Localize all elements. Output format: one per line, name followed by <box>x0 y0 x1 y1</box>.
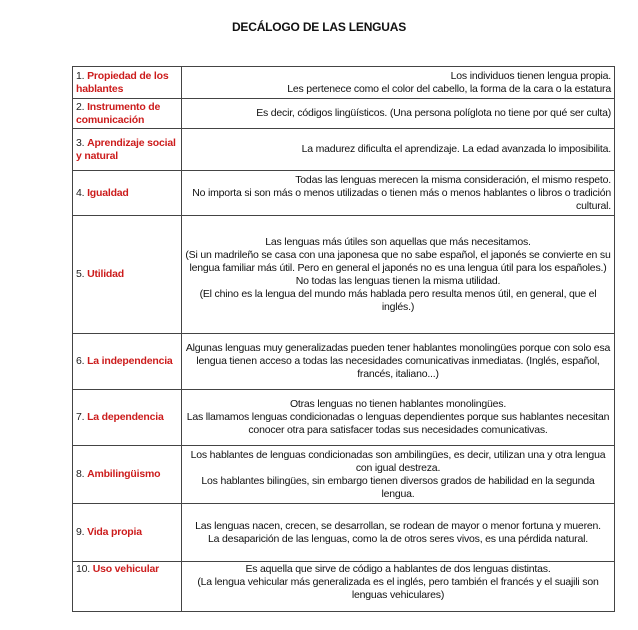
row-name: Utilidad <box>87 268 124 280</box>
description-line: Es aquella que sirve de código a hablantes de dos lenguas distintas. <box>245 563 551 575</box>
row-number: 9. <box>76 526 85 538</box>
row-description <box>182 446 615 504</box>
row-description <box>182 99 615 129</box>
table-row <box>73 446 615 504</box>
row-number: 7. <box>76 411 85 423</box>
row-label <box>73 334 182 390</box>
description-line: Les pertenece como el color del cabello, la forma de la cara o la estatura <box>287 82 611 95</box>
row-name: Vida propia <box>87 526 142 538</box>
row-label <box>73 390 182 446</box>
table-row <box>73 562 615 612</box>
row-label <box>73 562 182 612</box>
description-line: Algunas lenguas muy generalizadas pueden tener hablantes monolingües porque con solo esa lengua tienen acceso a todas las necesidades comunicativas inmediatas. (Inglés, español, francés, italiano...) <box>185 342 611 380</box>
row-name: La dependencia <box>87 411 164 423</box>
decalogue-table <box>72 66 615 612</box>
description-line: La madurez dificulta el aprendizaje. La edad avanzada lo imposibilita. <box>301 143 611 155</box>
row-number: 5. <box>76 268 85 280</box>
row-label <box>73 216 182 334</box>
row-description <box>182 390 615 446</box>
description-line: La desaparición de las lenguas, como la de otros seres vivos, es una pérdida natural. <box>208 532 588 545</box>
row-description <box>182 504 615 562</box>
row-label <box>73 67 182 99</box>
row-description <box>182 562 615 612</box>
row-description <box>182 129 615 171</box>
row-label <box>73 446 182 504</box>
description-line: No todas las lenguas tienen la misma utilidad. <box>295 274 501 287</box>
row-description <box>182 216 615 334</box>
table-row <box>73 99 615 129</box>
row-description <box>182 67 615 99</box>
description-line: (La lengua vehicular más generalizada es el inglés, pero también el francés y el suajili son lenguas vehiculares) <box>197 576 599 601</box>
description-line: Es decir, códigos lingüísticos. (Una persona políglota no tiene por qué ser culta) <box>256 107 611 119</box>
description-line: Los hablantes de lenguas condicionadas son ambilingües, es decir, utilizan una y otra lengua con igual destreza. <box>190 448 606 474</box>
row-number: 1. <box>76 69 85 82</box>
table-row <box>73 334 615 390</box>
description-line: Las llamamos lenguas condicionadas o lenguas dependientes porque sus hablantes necesitan conocer otra para satisfacer todas sus necesidades comunicativas. <box>186 411 610 436</box>
table-row <box>73 171 615 216</box>
row-name: La independencia <box>87 355 173 367</box>
row-name: Igualdad <box>87 186 129 199</box>
row-name: Uso vehicular <box>92 563 159 575</box>
description-line: No importa si son más o menos utilizadas o tienen más o menos hablantes o libros o tradición cultural. <box>192 186 611 212</box>
row-number: 8. <box>76 468 85 480</box>
description-line: Otras lenguas no tienen hablantes monolingües. <box>289 398 507 410</box>
row-number: 10. <box>76 563 90 575</box>
row-description <box>182 171 615 216</box>
description-line: Las lenguas nacen, crecen, se desarrollan, se rodean de mayor o menor fortuna y mueren. <box>195 519 601 532</box>
row-name: Instrumento de comunicación <box>76 100 161 126</box>
description-line: Las lenguas más útiles son aquellas que más necesitamos. <box>265 235 531 248</box>
description-line: Los hablantes bilingües, sin embargo tienen diversos grados de habilidad en la segunda lengua. <box>201 474 595 500</box>
row-number: 6. <box>76 355 85 367</box>
row-label <box>73 129 182 171</box>
row-name: Aprendizaje social y natural <box>76 136 176 162</box>
table-row <box>73 216 615 334</box>
row-number: 3. <box>76 136 85 149</box>
table-row <box>73 390 615 446</box>
row-number: 4. <box>76 186 85 199</box>
row-label <box>73 171 182 216</box>
row-name: Ambilingüismo <box>87 468 161 480</box>
row-label <box>73 99 182 129</box>
table-row <box>73 67 615 99</box>
table-row <box>73 504 615 562</box>
description-line: Los individuos tienen lengua propia. <box>450 69 611 82</box>
table-row <box>73 129 615 171</box>
description-line: (El chino es la lengua del mundo más hablada pero resulta menos útil, en general, que el inglés.) <box>199 287 597 313</box>
document-title: DECÁLOGO DE LAS LENGUAS <box>231 20 407 34</box>
row-label <box>73 504 182 562</box>
row-number: 2. <box>76 100 85 113</box>
row-name: Propiedad de los hablantes <box>76 69 169 95</box>
description-line: Todas las lenguas merecen la misma consideración, el mismo respeto. <box>295 173 611 186</box>
row-description <box>182 334 615 390</box>
description-line: (Si un madrileño se casa con una japonesa que no sabe español, el japonés se convierte en su lengua familiar más útil. Pero en general el japonés no es una lengua útil para los españoles.) <box>185 248 611 274</box>
